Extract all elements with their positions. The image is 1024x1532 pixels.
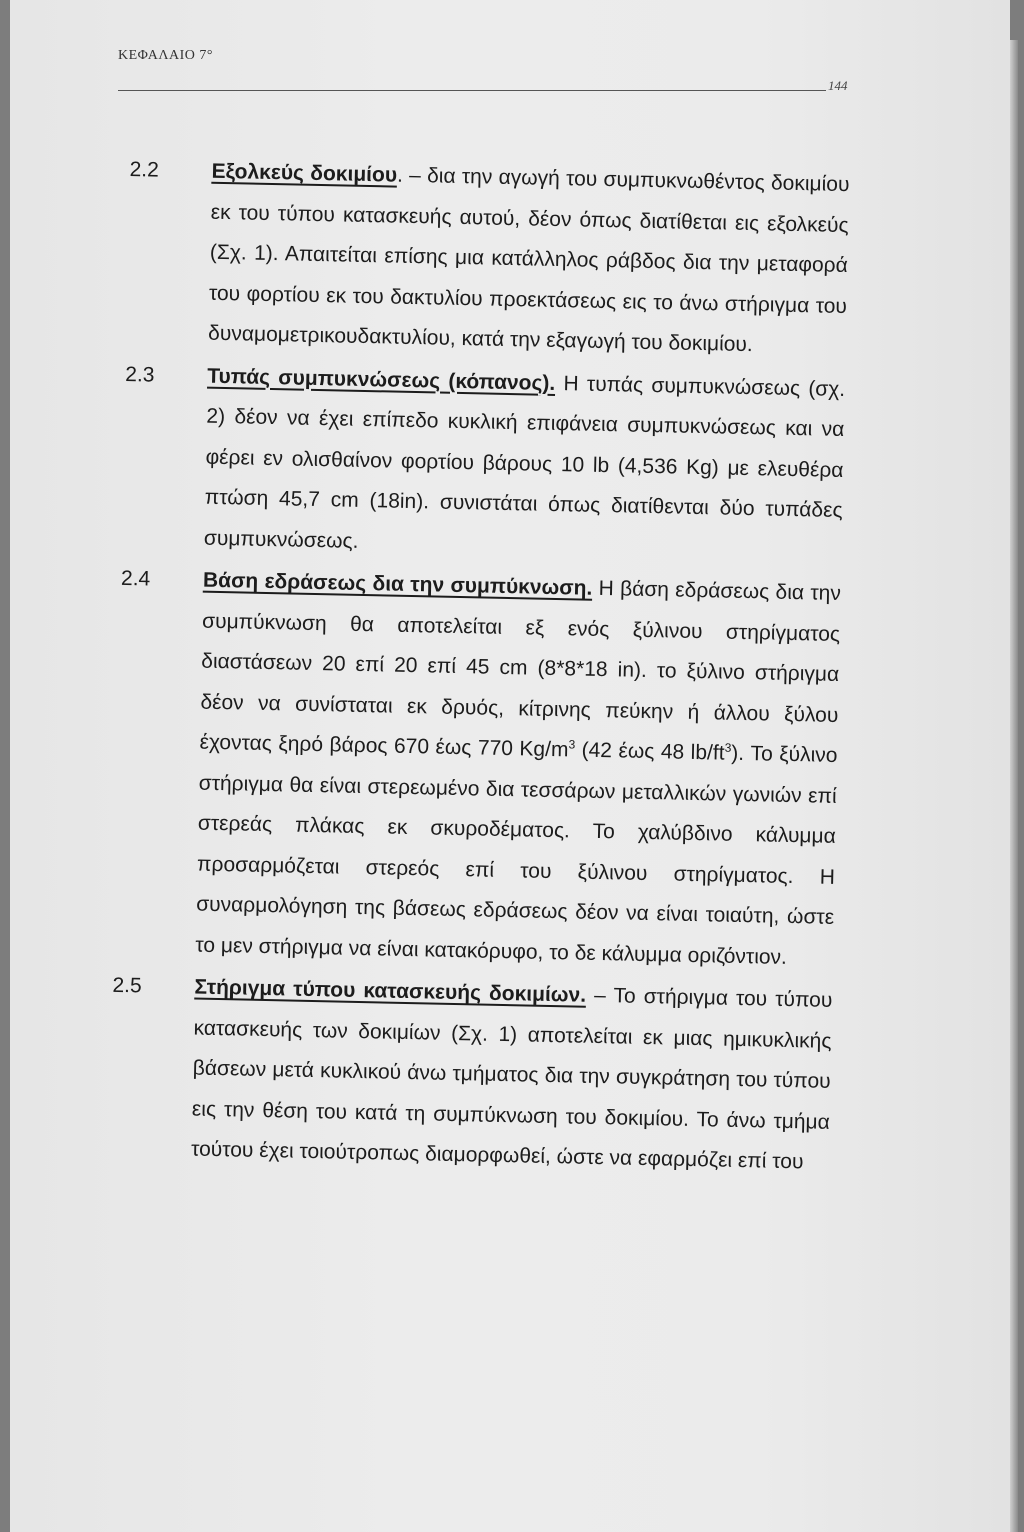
section-number: 2.2 xyxy=(129,157,160,182)
section-text: Η βάση εδράσεως δια την συμπύκνωση θα αποτελείται εξ ενός ξύλινου στηρίγματος διαστάσεων 20 επί 20 επί 45 cm (8*8*18 in). το ξύλινο στήριγμα δέον να συνίσταται εκ δρυός, κίτρινης πεύκην ή άλλου ξύλου έχοντας ξηρό βάρος 670 έως 770 Kg/m xyxy=(199,576,842,762)
section-number: 2.4 xyxy=(120,566,151,591)
section-heading: Βάση εδράσεως δια την συμπύκνωση. xyxy=(202,568,593,600)
section-text: . – δια την αγωγή του συμπυκνωθέντος δοκιμίου εκ του τύπου κατασκευής αυτού, δέον όπως διατίθεται εις εξολκεύς (Σχ. 1). Απαιτείται επίσης μια κατάλληλος ράβδος δια την μεταφορά του φορτίου εκ του δακτυλίου προεκτάσεως εις το άνω στήριγμα του δυναμομετρικουδακτυλίου, κατά την εξαγωγή του δοκιμίου. xyxy=(207,163,850,357)
section-text: – Το στήριγμα του τύπου κατασκευής των δοκιμίων (Σχ. 1) αποτελείται εκ μιας ημικυκλικής βάσεων μετά κυκλικού άνω τμήματος δια την συγκράτηση του τύπου εις την θέση του κατά τη συμπύκνωση του δοκιμίου. Το άνω τμήμα τούτου έχει τοιούτροπως διαμορφωθεί, ώστε να εφαρμόζει επί του xyxy=(190,983,833,1174)
section-heading: Τυπάς συμπυκνώσεως (κόπανος). xyxy=(207,364,556,395)
document-page xyxy=(10,0,1010,1532)
section-2-3 xyxy=(121,354,845,572)
section-2-5 xyxy=(109,966,833,1184)
header-rule xyxy=(118,90,826,91)
section-text: ). Το ξύλινο στήριγμα θα είναι στερεωμένο δια τεσσάρων μεταλλικών γωνιών επί στερεάς πλάκας εκ σκυροδέματος. Το χαλύβδινο κάλυμμα προσαρμόζεται στερεός επί του ξύλινου στηρίγματος. Η συναρμολόγηση της βάσεως εδράσεως δέον να είναι τοιαύτη, ώστε το μεν στήριγμα να είναι κατακόρυφο, το δε κάλυμμα οριζόντιον. xyxy=(195,741,838,969)
section-heading: Εξολκεύς δοκιμίου xyxy=(211,159,398,187)
document-body xyxy=(109,150,850,1183)
chapter-header: ΚΕΦΑΛΑΙΟ 7° xyxy=(118,48,213,63)
page-number: 144 xyxy=(828,78,848,93)
superscript: 3 xyxy=(568,737,576,752)
section-number: 2.5 xyxy=(112,973,142,998)
section-text: Η τυπάς συμπυκνώσεως (σχ. 2) δέον να έχει επίπεδο κυκλική επιφάνεια συμπυκνώσεως και να φέρει εν ολισθαίνον φορτίου βάρους 10 lb (4,536 Kg) με ελευθέρα πτώση 45,7 cm (18in). συνιστάται όπως διατίθενται δύο τυπάδες συμπυκνώσεως. xyxy=(203,371,846,553)
section-heading: Στήριγμα τύπου κατασκευής δοκιμίων. xyxy=(194,975,587,1007)
section-2-4 xyxy=(113,559,841,979)
section-2-2 xyxy=(126,150,850,368)
section-number: 2.3 xyxy=(125,362,155,387)
superscript: 3 xyxy=(724,740,732,755)
section-text: (42 έως 48 lb/ft xyxy=(574,738,725,765)
